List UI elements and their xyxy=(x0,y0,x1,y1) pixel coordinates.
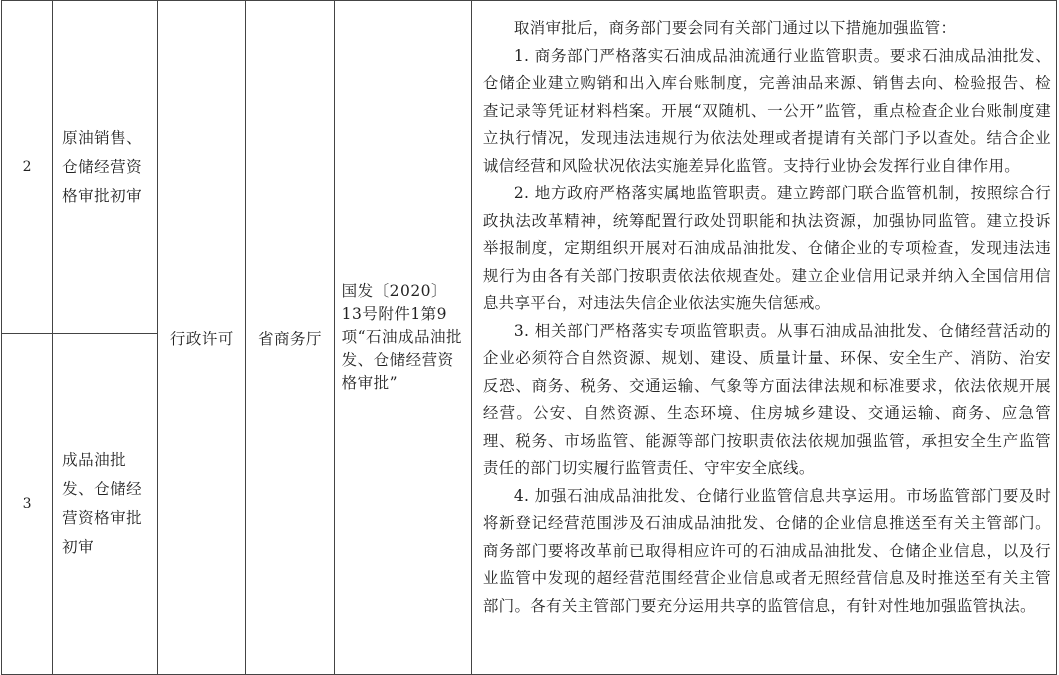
measure-item: 4. 加强石油成品油批发、仓储行业监管信息共享运用。市场监管部门要及时将新登记经营范围涉及石油成品油批发、仓储的企业信息推送至有关主管部门。商务部门要将改革前已取得相应许可的石油成品油批发、仓储企业信息，以及行业监管中发现的超经营范围经营企业信息或者无照经营信息及时推送至有关主管部门。各有关主管部门要充分运用共享的监管信息，有针对性地加强监管执法。 xyxy=(482,486,1051,615)
item-name: 成品油批发、仓储经营资格审批初审 xyxy=(62,451,143,556)
approval-items-table xyxy=(1,0,1057,675)
item-name-cell xyxy=(53,334,158,675)
row-number: 2 xyxy=(22,159,32,175)
basis-cell xyxy=(334,1,471,675)
row-number-cell xyxy=(2,1,53,334)
measures-cell xyxy=(471,1,1056,675)
item-name: 原油销售、仓储经营资格审批初审 xyxy=(62,128,143,205)
department-cell xyxy=(246,1,334,675)
basis-text: 国发〔2020〕13号附件1第9项“石油成品油批发、仓储经营资格审批” xyxy=(341,282,463,392)
item-name-cell xyxy=(53,1,158,334)
category-text: 行政许可 xyxy=(169,329,234,348)
measure-item: 1. 商务部门严格落实石油成品油流通行业监管职责。要求石油成品油批发、仓储企业建立购销和出入库台账制度，完善油品来源、销售去向、检验报告、检查记录等凭证材料档案。开展“双随机、一公开”监管，重点检查企业台账制度建立执行情况，发现违法违规行为依法处理或者提请有关部门予以查处。结合企业诚信经营和风险状况依法实施差异化监管。支持行业协会发挥行业自律作用。 xyxy=(482,46,1051,175)
measure-item: 3. 相关部门严格落实专项监管职责。从事石油成品油批发、仓储经营活动的企业必须符合自然资源、规划、建设、质量计量、环保、安全生产、消防、治安反恐、商务、税务、交通运输、气象等方面法律法规和标准要求，依法依规开展经营。公安、自然资源、生态环境、住房城乡建设、交通运输、商务、应急管理、税务、市场监管、能源等部门按职责依法依规加强监管，承担安全生产监管责任的部门切实履行监管责任、守牢安全底线。 xyxy=(482,321,1051,477)
table-row xyxy=(2,1,1057,334)
row-number: 3 xyxy=(22,496,32,512)
category-cell xyxy=(158,1,246,675)
measures-intro: 取消审批后，商务部门要会同有关部门通过以下措施加强监管： xyxy=(513,19,957,37)
department-text: 省商务厅 xyxy=(258,329,323,348)
row-number-cell xyxy=(2,334,53,675)
measure-item: 2. 地方政府严格落实属地监管职责。建立跨部门联合监管机制，按照综合行政执法改革精神，统筹配置行政处罚职能和执法资源，加强协同监管。建立投诉举报制度，定期组织开展对石油成品油批发、仓储企业的专项检查，发现违法违规行为由各有关部门按职责依法依规查处。建立企业信用记录并纳入全国信用信息共享平台，对违法失信企业依法实施失信惩戒。 xyxy=(482,184,1051,312)
